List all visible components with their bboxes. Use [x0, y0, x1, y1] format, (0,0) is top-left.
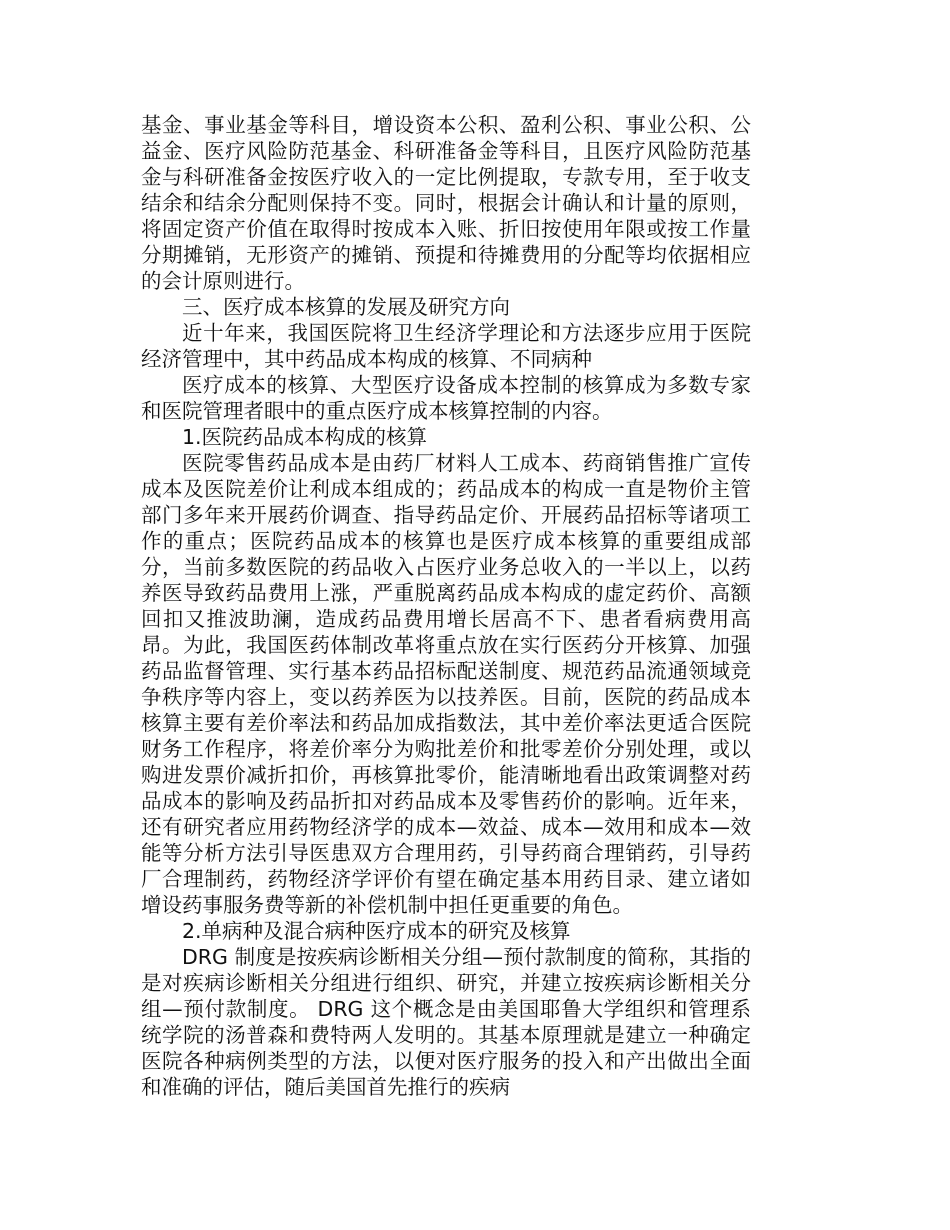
paragraph-recent-decade: 近十年来，我国医院将卫生经济学理论和方法逐步应用于医院经济管理中，其中药品成本构成的核算、不同病种	[141, 321, 751, 371]
subheading-disease-cost: 2.单病种及混合病种医疗成本的研究及核算	[182, 919, 571, 943]
paragraph-cost-accounting-focus: 医疗成本的核算、大型医疗设备成本控制的核算成为多数专家和医院管理者眼中的重点医疗成本核算控制的内容。	[141, 373, 751, 423]
subheading-drug-cost: 1.医院药品成本构成的核算	[182, 425, 428, 449]
paragraph-accounting-subjects: 基金、事业基金等科目，增设资本公积、盈利公积、事业公积、公益金、医疗风险防范基金、科研准备金等科目，且医疗风险防范基金与科研准备金按医疗收入的一定比例提取，专款专用，至于收支结余和结余分配则保持不变。同时，根据会计确认和计量的原则，将固定资产价值在取得时按成本入账、折旧按使用年限或按工作量分期摊销，无形资产的摊销、预提和待摊费用的分配等均依据相应的会计原则进行。	[141, 113, 751, 293]
section-heading-3: 三、医疗成本核算的发展及研究方向	[182, 295, 510, 319]
document-page	[141, 112, 751, 1100]
paragraph-drg: DRG 制度是按疾病诊断相关分组—预付款制度的简称，其指的是对疾病诊断相关分组进行组织、研究，并建立按疾病诊断相关分组—预付款制度。 DRG 这个概念是由美国耶鲁大学组织和管理系统学院的汤普森和费特两人发明的。其基本原理就是建立一种确定医院各种病例类型的方法，以便对医疗服务的投入和产出做出全面和准确的评估，随后美国首先推行的疾病	[141, 945, 751, 1099]
paragraph-drug-cost: 医院零售药品成本是由药厂材料人工成本、药商销售推广宣传成本及医院差价让利成本组成的；药品成本的构成一直是物价主管部门多年来开展药价调查、指导药品定价、开展药品招标等诸项工作的重点；医院药品成本的核算也是医疗成本核算的重要组成部分，当前多数医院的药品收入占医疗业务总收入的一半以上，以药养医导致药品费用上涨，严重脱离药品成本构成的虚定药价、高额回扣又推波助澜，造成药品费用增长居高不下、患者看病费用高昂。为此，我国医药体制改革将重点放在实行医药分开核算、加强药品监督管理、实行基本药品招标配送制度、规范药品流通领域竞争秩序等内容上，变以药养医为以技养医。目前，医院的药品成本核算主要有差价率法和药品加成指数法，其中差价率法更适合医院财务工作程序，将差价率分为购批差价和批零差价分别处理，或以购进发票价减折扣价，再核算批零价，能清晰地看出政策调整对药品成本的影响及药品折扣对药品成本及零售药价的影响。近年来，还有研究者应用药物经济学的成本—效益、成本—效用和成本—效能等分析方法引导医患双方合理用药，引导药商合理销药，引导药厂合理制药，药物经济学评价有望在确定基本用药目录、建立诸如增设药事服务费等新的补偿机制中担任更重要的角色。	[141, 451, 751, 917]
